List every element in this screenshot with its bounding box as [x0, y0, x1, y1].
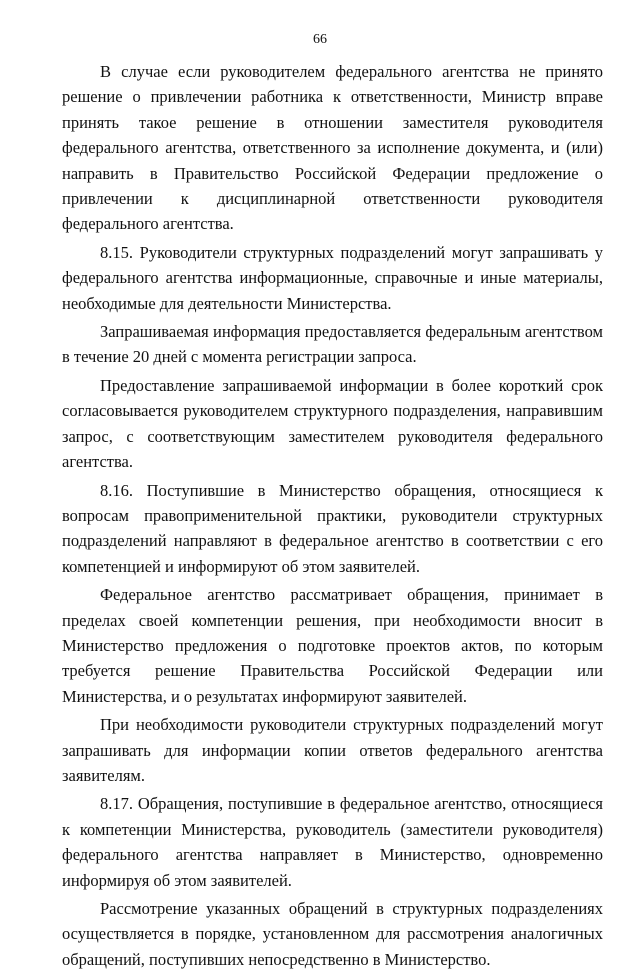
paragraph-agency-head-decision: В случае если руководителем федерального агентства не принято решение о привлечении работника к ответственности, Министр вправе принять такое решение в отношении заместителя руководителя федерального агентства, ответственного за исполнение документа, и (или) направить в Правительство Российской Федерации предложение о привлечении к дисциплинарной ответственности руководителя федерального агентства.: [62, 62, 603, 234]
page-number: 66: [313, 32, 327, 47]
paragraph-shorter-deadline: Предоставление запрашиваемой информации в более короткий срок согласовывается руководителем структурного подразделения, направившим запрос, с соответствующим заместителем руководителя федерального агентства.: [62, 375, 603, 472]
paragraph-requested-information: Запрашиваемая информация предоставляется федеральным агентством в течение 20 дней с момента регистрации запроса.: [62, 322, 603, 367]
paragraph-copies-of-responses: При необходимости руководители структурных подразделений могут запрашивать для информации копии ответов федерального агентства заявителям.: [62, 715, 603, 785]
paragraph-review-procedure: Рассмотрение указанных обращений в структурных подразделениях осуществляется в порядке, установленном для рассмотрения аналогичных обращений, поступивших непосредственно в Министерство.: [62, 899, 603, 969]
paragraph-8-16: 8.16. Поступившие в Министерство обращения, относящиеся к вопросам правоприменительной практики, руководители структурных подразделений направляют в федеральное агентство в соответствии с его компетенцией и информируют об этом заявителей.: [62, 480, 603, 576]
paragraph-agency-reviews-appeals: Федеральное агентство рассматривает обращения, принимает в пределах своей компетенции решения, при необходимости вносит в Министерство предложения о подготовке проектов актов, по которым требуется решение Правительства Российской Федерации или Министерства, и о результатах информируют заявителей.: [62, 585, 603, 706]
document-body: [62, 59, 603, 975]
paragraph-8-17: 8.17. Обращения, поступившие в федеральное агентство, относящиеся к компетенции Министерства, руководитель (заместители руководителя) федерального агентства направляет в Министерство, одновременно информируя об этом заявителей.: [62, 794, 603, 890]
paragraph-8-15: 8.15. Руководители структурных подразделений могут запрашивать у федерального агентства информационные, справочные и иные материалы, необходимые для деятельности Министерства.: [62, 242, 603, 313]
